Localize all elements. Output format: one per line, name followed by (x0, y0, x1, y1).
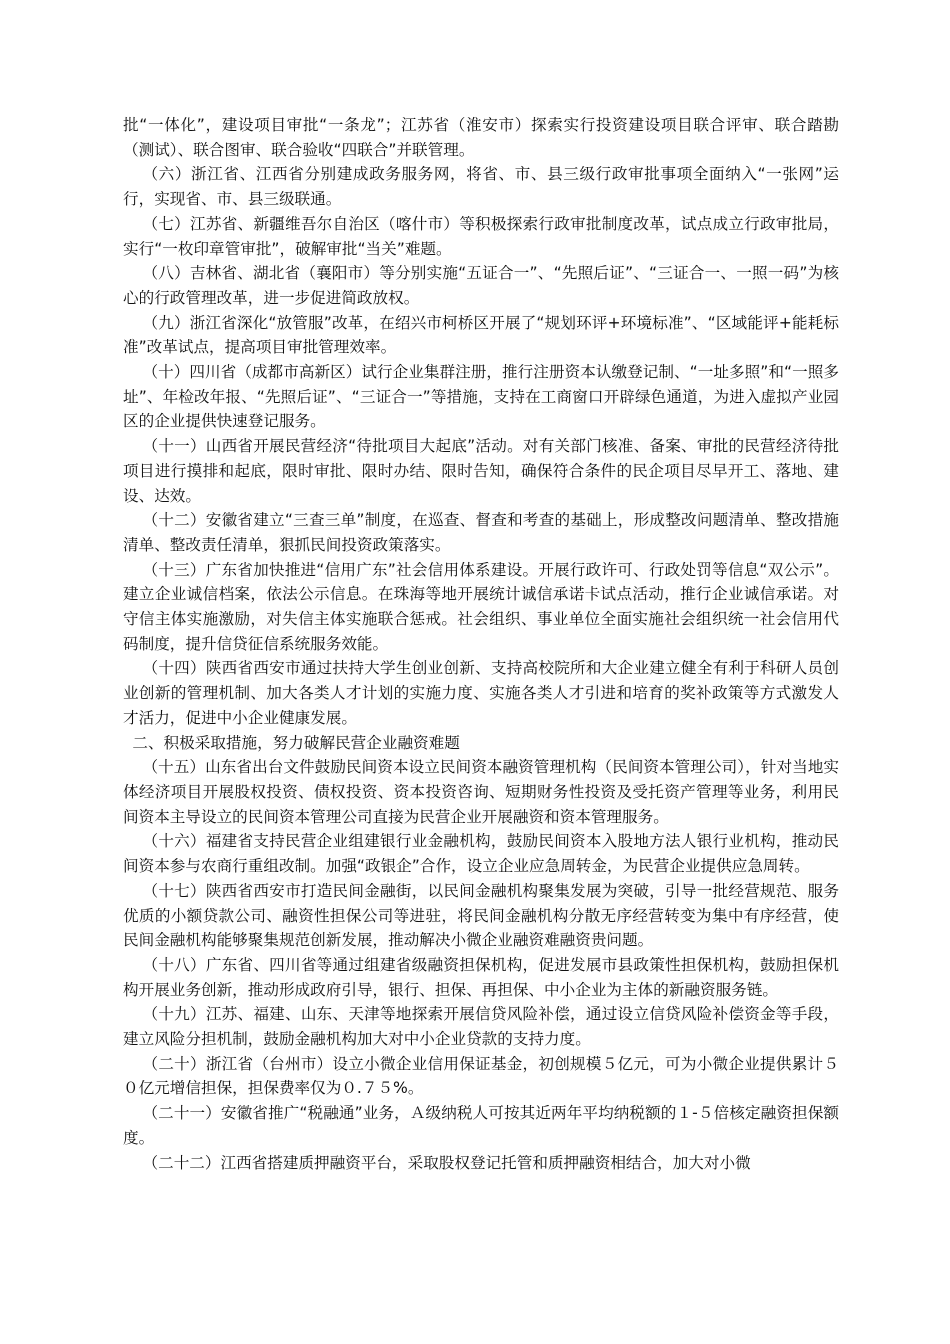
paragraph-item-7: （七）江苏省、新疆维吾尔自治区（喀什市）等积极探索行政审批制度改革，试点成立行政审批局，实行“一枚印章管审批”，破解审批“当关”难题。 (123, 214, 839, 258)
paragraph-item-16: （十六）福建省支持民营企业组建银行业金融机构，鼓励民间资本入股地方法人银行业机构，推动民间资本参与农商行重组改制。加强“政银企”合作，设立企业应急周转金，为民营企业提供应急周转。 (123, 832, 839, 876)
paragraph-item-9: （九）浙江省深化“放管服”改革，在绍兴市柯桥区开展了“规划环评+环境标准”、“区域能评+能耗标准”改革试点，提高项目审批管理效率。 (123, 313, 839, 357)
paragraph-item-18: （十八）广东省、四川省等通过组建省级融资担保机构，促进发展市县政策性担保机构，鼓励担保机构开展业务创新，推动形成政府引导，银行、担保、再担保、中小企业为主体的新融资服务链。 (123, 955, 839, 999)
paragraph-item-17: （十七）陕西省西安市打造民间金融街，以民间金融机构聚集发展为突破，引导一批经营规范、服务优质的小额贷款公司、融资性担保公司等进驻，将民间金融机构分散无序经营转变为集中有序经营，使民间金融机构能够聚集规范创新发展，推动解决小微企业融资难融资贵问题。 (123, 881, 839, 950)
paragraph-item-12: （十二）安徽省建立“三查三单”制度，在巡查、督查和考查的基础上，形成整改问题清单、整改措施清单、整改责任清单，狠抓民间投资政策落实。 (123, 511, 839, 554)
paragraph-item-11: （十一）山西省开展民营经济“待批项目大起底”活动。对有关部门核准、备案、审批的民营经济待批项目进行摸排和起底，限时审批、限时办结、限时告知，确保符合条件的民企项目尽早开工、落地、建设、达效。 (123, 437, 839, 505)
paragraph-item-13: （十三）广东省加快推进“信用广东”社会信用体系建设。开展行政许可、行政处罚等信息“双公示”。建立企业诚信档案，依法公示信息。在珠海等地开展统计诚信承诺卡试点活动，推行企业诚信承诺。对守信主体实施激励，对失信主体实施联合惩戒。社会组织、事业单位全面实施社会组织统一社会信用代码制度，提升信贷征信系统服务效能。 (123, 560, 839, 653)
paragraph-item-19: （十九）江苏、福建、山东、天津等地探索开展信贷风险补偿，通过设立信贷风险补偿资金等手段，建立风险分担机制，鼓励金融机构加大对中小企业贷款的支持力度。 (123, 1005, 839, 1049)
paragraph-item-21: （二十一）安徽省推广“税融通”业务，Ａ级纳税人可按其近两年平均纳税额的１-５倍核定融资担保额度。 (123, 1104, 839, 1147)
paragraph-item-22: （二十二）江西省搭建质押融资平台，采取股权登记托管和质押融资相结合，加大对小微 (142, 1153, 751, 1172)
section-heading-2: 二、积极采取措施，努力破解民营企业融资难题 (132, 733, 460, 752)
paragraph-item-15: （十五）山东省出台文件鼓励民间资本设立民间资本融资管理机构（民间资本管理公司），针对当地实体经济项目开展股权投资、债权投资、资本投资咨询、短期财务性投资及受托资产管理等业务，利用民间资本主导设立的民间资本管理公司直接为民营企业开展融资和资本管理服务。 (123, 758, 839, 826)
paragraph-item-6: （六）浙江省、江西省分别建成政务服务网，将省、市、县三级行政审批事项全面纳入“一张网”运行，实现省、市、县三级联通。 (123, 165, 839, 209)
paragraph-item-8: （八）吉林省、湖北省（襄阳市）等分别实施“五证合一”、“先照后证”、“三证合一、一照一码”为核心的行政管理改革，进一步促进简政放权。 (123, 264, 839, 307)
paragraph-item-10: （十）四川省（成都市高新区）试行企业集群注册，推行注册资本认缴登记制、“一址多照”和“一照多址”、年检改年报、“先照后证”、“三证合一”等措施，支持在工商窗口开辟绿色通道，为进入虚拟产业园区的企业提供快速登记服务。 (123, 363, 839, 431)
paragraph-item-20: （二十）浙江省（台州市）设立小微企业信用保证基金，初创规模５亿元，可为小微企业提供累计５０亿元增信担保，担保费率仅为０.７５%。 (123, 1054, 839, 1098)
paragraph-item-14: （十四）陕西省西安市通过扶持大学生创业创新、支持高校院所和大企业建立健全有利于科研人员创业创新的管理机制、加大各类人才计划的实施力度、实施各类人才引进和培育的奖补政策等方式激发人才活力，促进中小企业健康发展。 (123, 659, 839, 727)
paragraph-continuation: 批“一体化”，建设项目审批“一条龙”；江苏省（淮安市）探索实行投资建设项目联合评审、联合踏勘（测试）、联合图审、联合验收“四联合”并联管理。 (123, 116, 839, 159)
document-page (123, 113, 839, 1175)
